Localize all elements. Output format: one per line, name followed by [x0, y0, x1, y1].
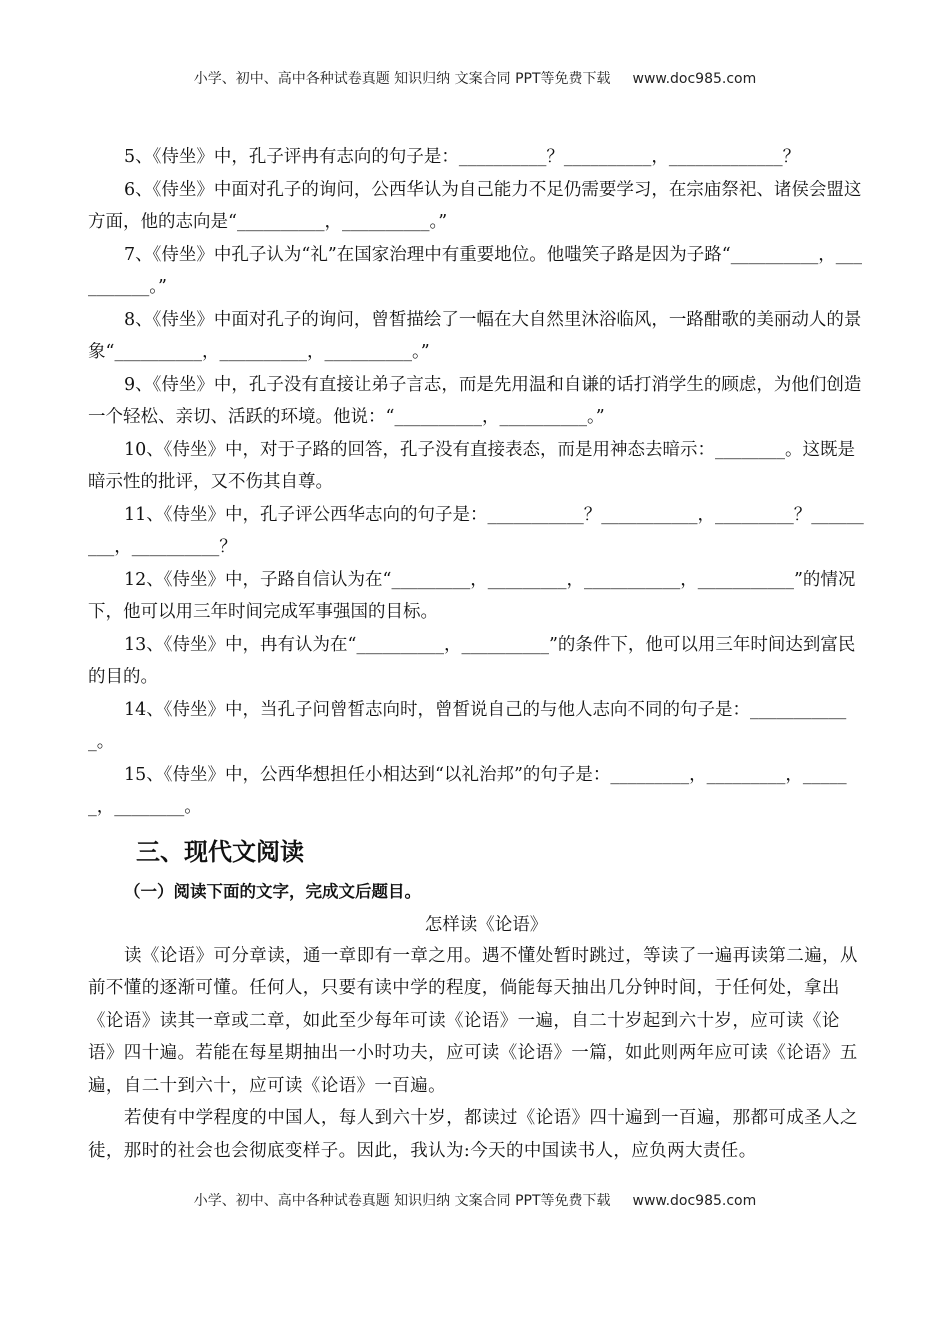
- question-11: 11、《侍坐》中，孔子评公西华志向的句子是：___________？___________，_________？_________，__________？: [88, 504, 864, 557]
- section-title: 三、现代文阅读: [136, 837, 304, 866]
- question-8: 8、《侍坐》中面对孔子的询问，曾皙描绘了一幅在大自然里沐浴临风，一路酣歌的美丽动人的景象“__________，__________，__________。”: [88, 309, 862, 362]
- footer-url[interactable]: www.doc985.com: [632, 1193, 757, 1209]
- section-subtitle: （一）阅读下面的文字，完成文后题目。: [124, 881, 421, 901]
- header-url[interactable]: www.doc985.com: [632, 71, 757, 87]
- page-footer: [0, 1190, 950, 1210]
- question-5: 5、《侍坐》中，孔子评冉有志向的句子是：__________？__________，_____________？: [124, 147, 801, 167]
- article-title: 怎样读《论语》: [424, 914, 548, 935]
- question-13: 13、《侍坐》中，冉有认为在“__________，__________”的条件下，他可以用三年时间达到富民的目的。: [88, 634, 856, 687]
- footer-text: 小学、初中、高中各种试卷真题 知识归纳 文案合同 PPT等免费下载: [193, 1193, 611, 1209]
- document-body: [88, 141, 864, 1167]
- question-10: 10、《侍坐》中，对于子路的回答，孔子没有直接表态，而是用神态去暗示：________。这既是暗示性的批评，又不伤其自尊。: [88, 439, 856, 492]
- header-text: 小学、初中、高中各种试卷真题 知识归纳 文案合同 PPT等免费下载: [193, 71, 611, 87]
- question-15: 15、《侍坐》中，公西华想担任小相达到“以礼治邦”的句子是：_________，_________，______，________。: [88, 764, 847, 817]
- question-12: 12、《侍坐》中，子路自信认为在“_________，_________，___________，___________”的情况下，他可以用三年时间完成军事强国的目标。: [88, 569, 856, 622]
- question-9: 9、《侍坐》中，孔子没有直接让弟子言志，而是先用温和自谦的话打消学生的顾虑，为他们创造一个轻松、亲切、活跃的环境。他说：“__________，__________。”: [88, 374, 862, 427]
- question-7: 7、《侍坐》中孔子认为“礼”在国家治理中有重要地位。他嗤笑子路是因为子路“__________，__________。”: [88, 244, 862, 297]
- article-paragraph: 读《论语》可分章读，通一章即有一章之用。遇不懂处暂时跳过，等读了一遍再读第二遍，从前不懂的逐渐可懂。任何人，只要有读中学的程度，倘能每天抽出几分钟时间，于任何处，拿出《论语》读其一章或二章，如此至少每年可读《论语》一遍，自二十岁起到六十岁，应可读《论语》四十遍。若能在每星期抽出一小时功夫，应可读《论语》一篇，如此则两年应可读《论语》五遍，自二十到六十，应可读《论语》一百遍。: [88, 945, 858, 1096]
- page-header: [0, 68, 950, 88]
- article-paragraph: 若使有中学程度的中国人，每人到六十岁，都读过《论语》四十遍到一百遍，那都可成圣人之徒，那时的社会也会彻底变样子。因此，我认为:今天的中国读书人，应负两大责任。: [88, 1108, 858, 1161]
- question-14: 14、《侍坐》中，当孔子问曾皙志向时，曾皙说自己的与他人志向不同的句子是：____________。: [88, 699, 847, 752]
- question-6: 6、《侍坐》中面对孔子的询问，公西华认为自己能力不足仍需要学习，在宗庙祭祀、诸侯会盟这方面，他的志向是“__________，__________。”: [88, 179, 862, 232]
